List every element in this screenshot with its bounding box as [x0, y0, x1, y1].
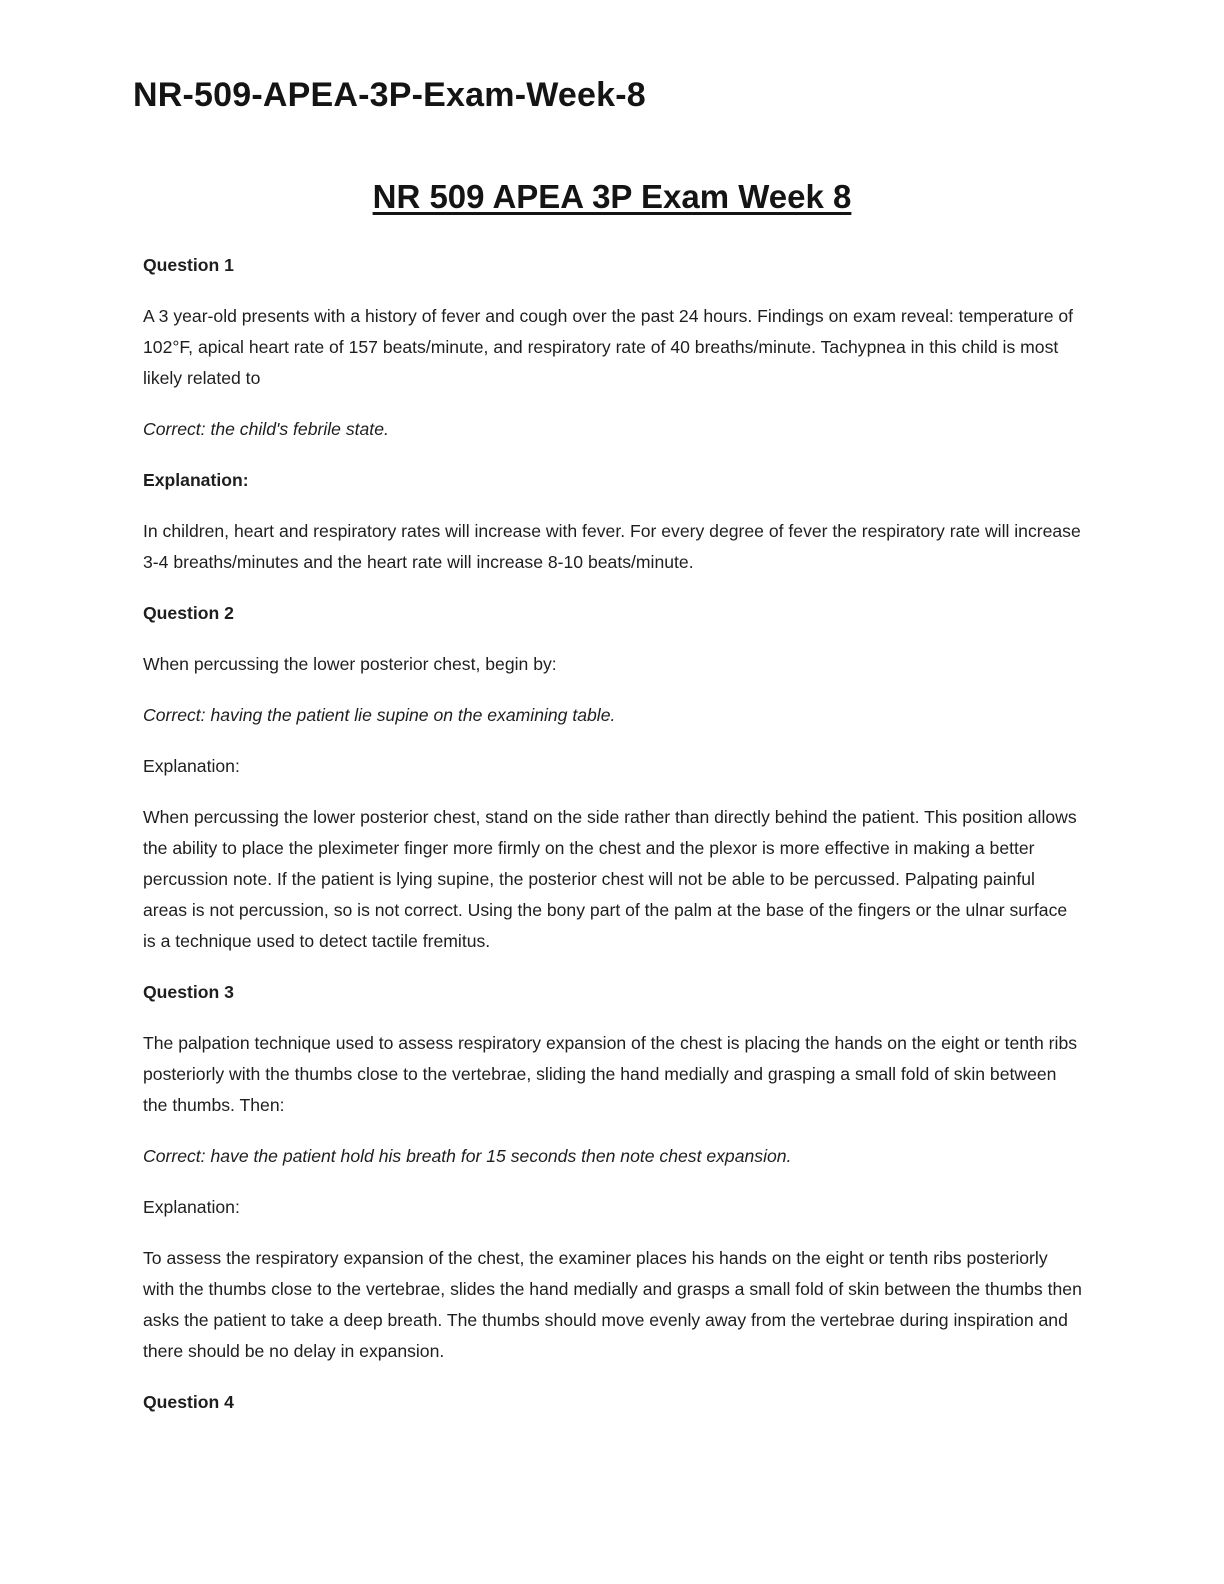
document-heading: NR-509-APEA-3P-Exam-Week-8	[133, 76, 646, 114]
question-label: Question 3	[143, 982, 234, 1002]
explanation-text: When percussing the lower posterior chest, stand on the side rather than directly behind the patient. This position allows the ability to place the pleximeter finger more firmly on the chest and the plexor is more effective in making a better percussion note. If the patient is lying supine, the posterior chest will not be able to be percussed. Palpating painful areas is not percussion, so is not correct. Using the bony part of the palm at the base of the fingers or the ulnar surface is a technique used to detect tactile fremitus.	[143, 807, 1077, 951]
document-title: NR 509 APEA 3P Exam Week 8	[372, 178, 852, 215]
question-list	[143, 250, 1083, 1438]
correct-answer: Correct: have the patient hold his breath for 15 seconds then note chest expansion.	[143, 1146, 792, 1166]
explanation-text: To assess the respiratory expansion of the chest, the examiner places his hands on the eight or tenth ribs posteriorly with the thumbs close to the vertebrae, slides the hand medially and grasps a small fold of skin between the thumbs then asks the patient to take a deep breath. The thumbs should move evenly away from the vertebrae during inspiration and there should be no delay in expansion.	[143, 1248, 1082, 1361]
question-text: A 3 year-old presents with a history of fever and cough over the past 24 hours. Findings on exam reveal: temperature of 102°F, apical heart rate of 157 beats/minute, and respiratory rate of 40 breaths/minute. Tachypnea in this child is most likely related to	[143, 306, 1074, 388]
correct-answer: Correct: having the patient lie supine on the examining table.	[143, 705, 616, 725]
question-text: When percussing the lower posterior chest, begin by:	[143, 654, 557, 674]
explanation-label: Explanation:	[143, 470, 249, 490]
question-3	[143, 977, 1083, 1367]
correct-answer: Correct: the child's febrile state.	[143, 419, 389, 439]
question-1	[143, 250, 1083, 578]
question-2	[143, 598, 1083, 957]
explanation-label: Explanation:	[143, 756, 240, 776]
question-label: Question 1	[143, 255, 234, 275]
question-text: The palpation technique used to assess respiratory expansion of the chest is placing the hands on the eight or tenth ribs posteriorly with the thumbs close to the vertebrae, sliding the hand medially and grasping a small fold of skin between the thumbs. Then:	[143, 1033, 1078, 1115]
question-label: Question 2	[143, 603, 234, 623]
explanation-text: In children, heart and respiratory rates will increase with fever. For every degree of fever the respiratory rate will increase 3-4 breaths/minutes and the heart rate will increase 8-10 beats/minute.	[143, 521, 1081, 572]
question-label: Question 4	[143, 1392, 234, 1412]
question-4	[143, 1387, 1083, 1418]
explanation-label: Explanation:	[143, 1197, 240, 1217]
